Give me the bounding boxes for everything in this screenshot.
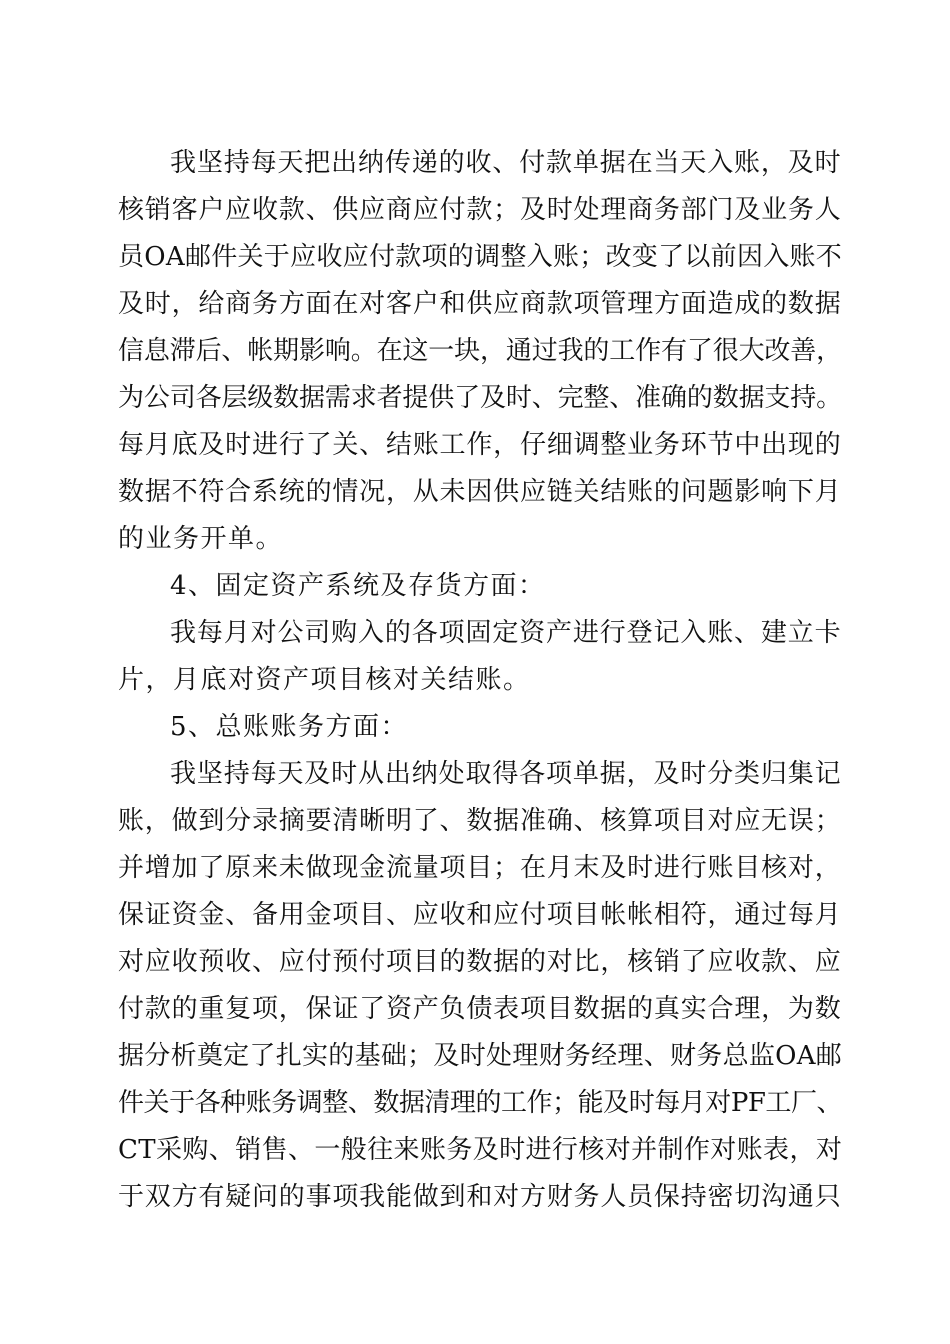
text-line: 并增加了原来未做现金流量项目；在月末及时进行账目核对，: [118, 853, 842, 883]
text-line: 信息滞后、帐期影响。在这一块，通过我的工作有了很大改善，: [118, 336, 843, 366]
text-line: 件关于各种账务调整、数据清理的工作；能及时每月对PF工厂、: [118, 1088, 843, 1118]
text-line: CT采购、销售、一般往来账务及时进行核对并制作对账表，对: [118, 1135, 843, 1165]
text-line: 我每月对公司购入的各项固定资产进行登记入账、建立卡: [170, 618, 842, 648]
text-line: 于双方有疑问的事项我能做到和对方财务人员保持密切沟通只: [118, 1182, 842, 1212]
text-line: 为公司各层级数据需求者提供了及时、完整、准确的数据支持。: [118, 383, 843, 413]
text-line: 我坚持每天及时从出纳处取得各项单据，及时分类归集记: [170, 759, 842, 789]
text-line: 员OA邮件关于应收应付款项的调整入账；改变了以前因入账不: [118, 242, 843, 272]
text-line: 数据不符合系统的情况，从未因供应链关结账的问题影响下月: [118, 477, 842, 507]
text-line: 付款的重复项，保证了资产负债表项目数据的真实合理，为数: [118, 994, 842, 1024]
text-line: 据分析奠定了扎实的基础；及时处理财务经理、财务总监OA邮: [118, 1041, 843, 1071]
section-heading: 4、固定资产系统及存货方面：: [170, 571, 546, 601]
text-line: 每月底及时进行了关、结账工作，仔细调整业务环节中出现的: [118, 430, 842, 460]
text-line: 账，做到分录摘要清晰明了、数据准确、核算项目对应无误；: [118, 806, 842, 836]
text-line: 及时，给商务方面在对客户和供应商款项管理方面造成的数据: [118, 289, 842, 319]
text-line: 我坚持每天把出纳传递的收、付款单据在当天入账，及时: [170, 148, 842, 178]
text-line: 片，月底对资产项目核对关结账。: [118, 665, 531, 695]
section-heading: 5、总账账务方面：: [170, 712, 409, 742]
text-line: 的业务开单。: [118, 524, 284, 554]
text-line: 保证资金、备用金项目、应收和应付项目帐帐相符，通过每月: [118, 900, 842, 930]
text-line: 核销客户应收款、供应商应付款；及时处理商务部门及业务人: [118, 195, 842, 225]
text-line: 对应收预收、应付预付项目的数据的对比，核销了应收款、应: [118, 947, 842, 977]
